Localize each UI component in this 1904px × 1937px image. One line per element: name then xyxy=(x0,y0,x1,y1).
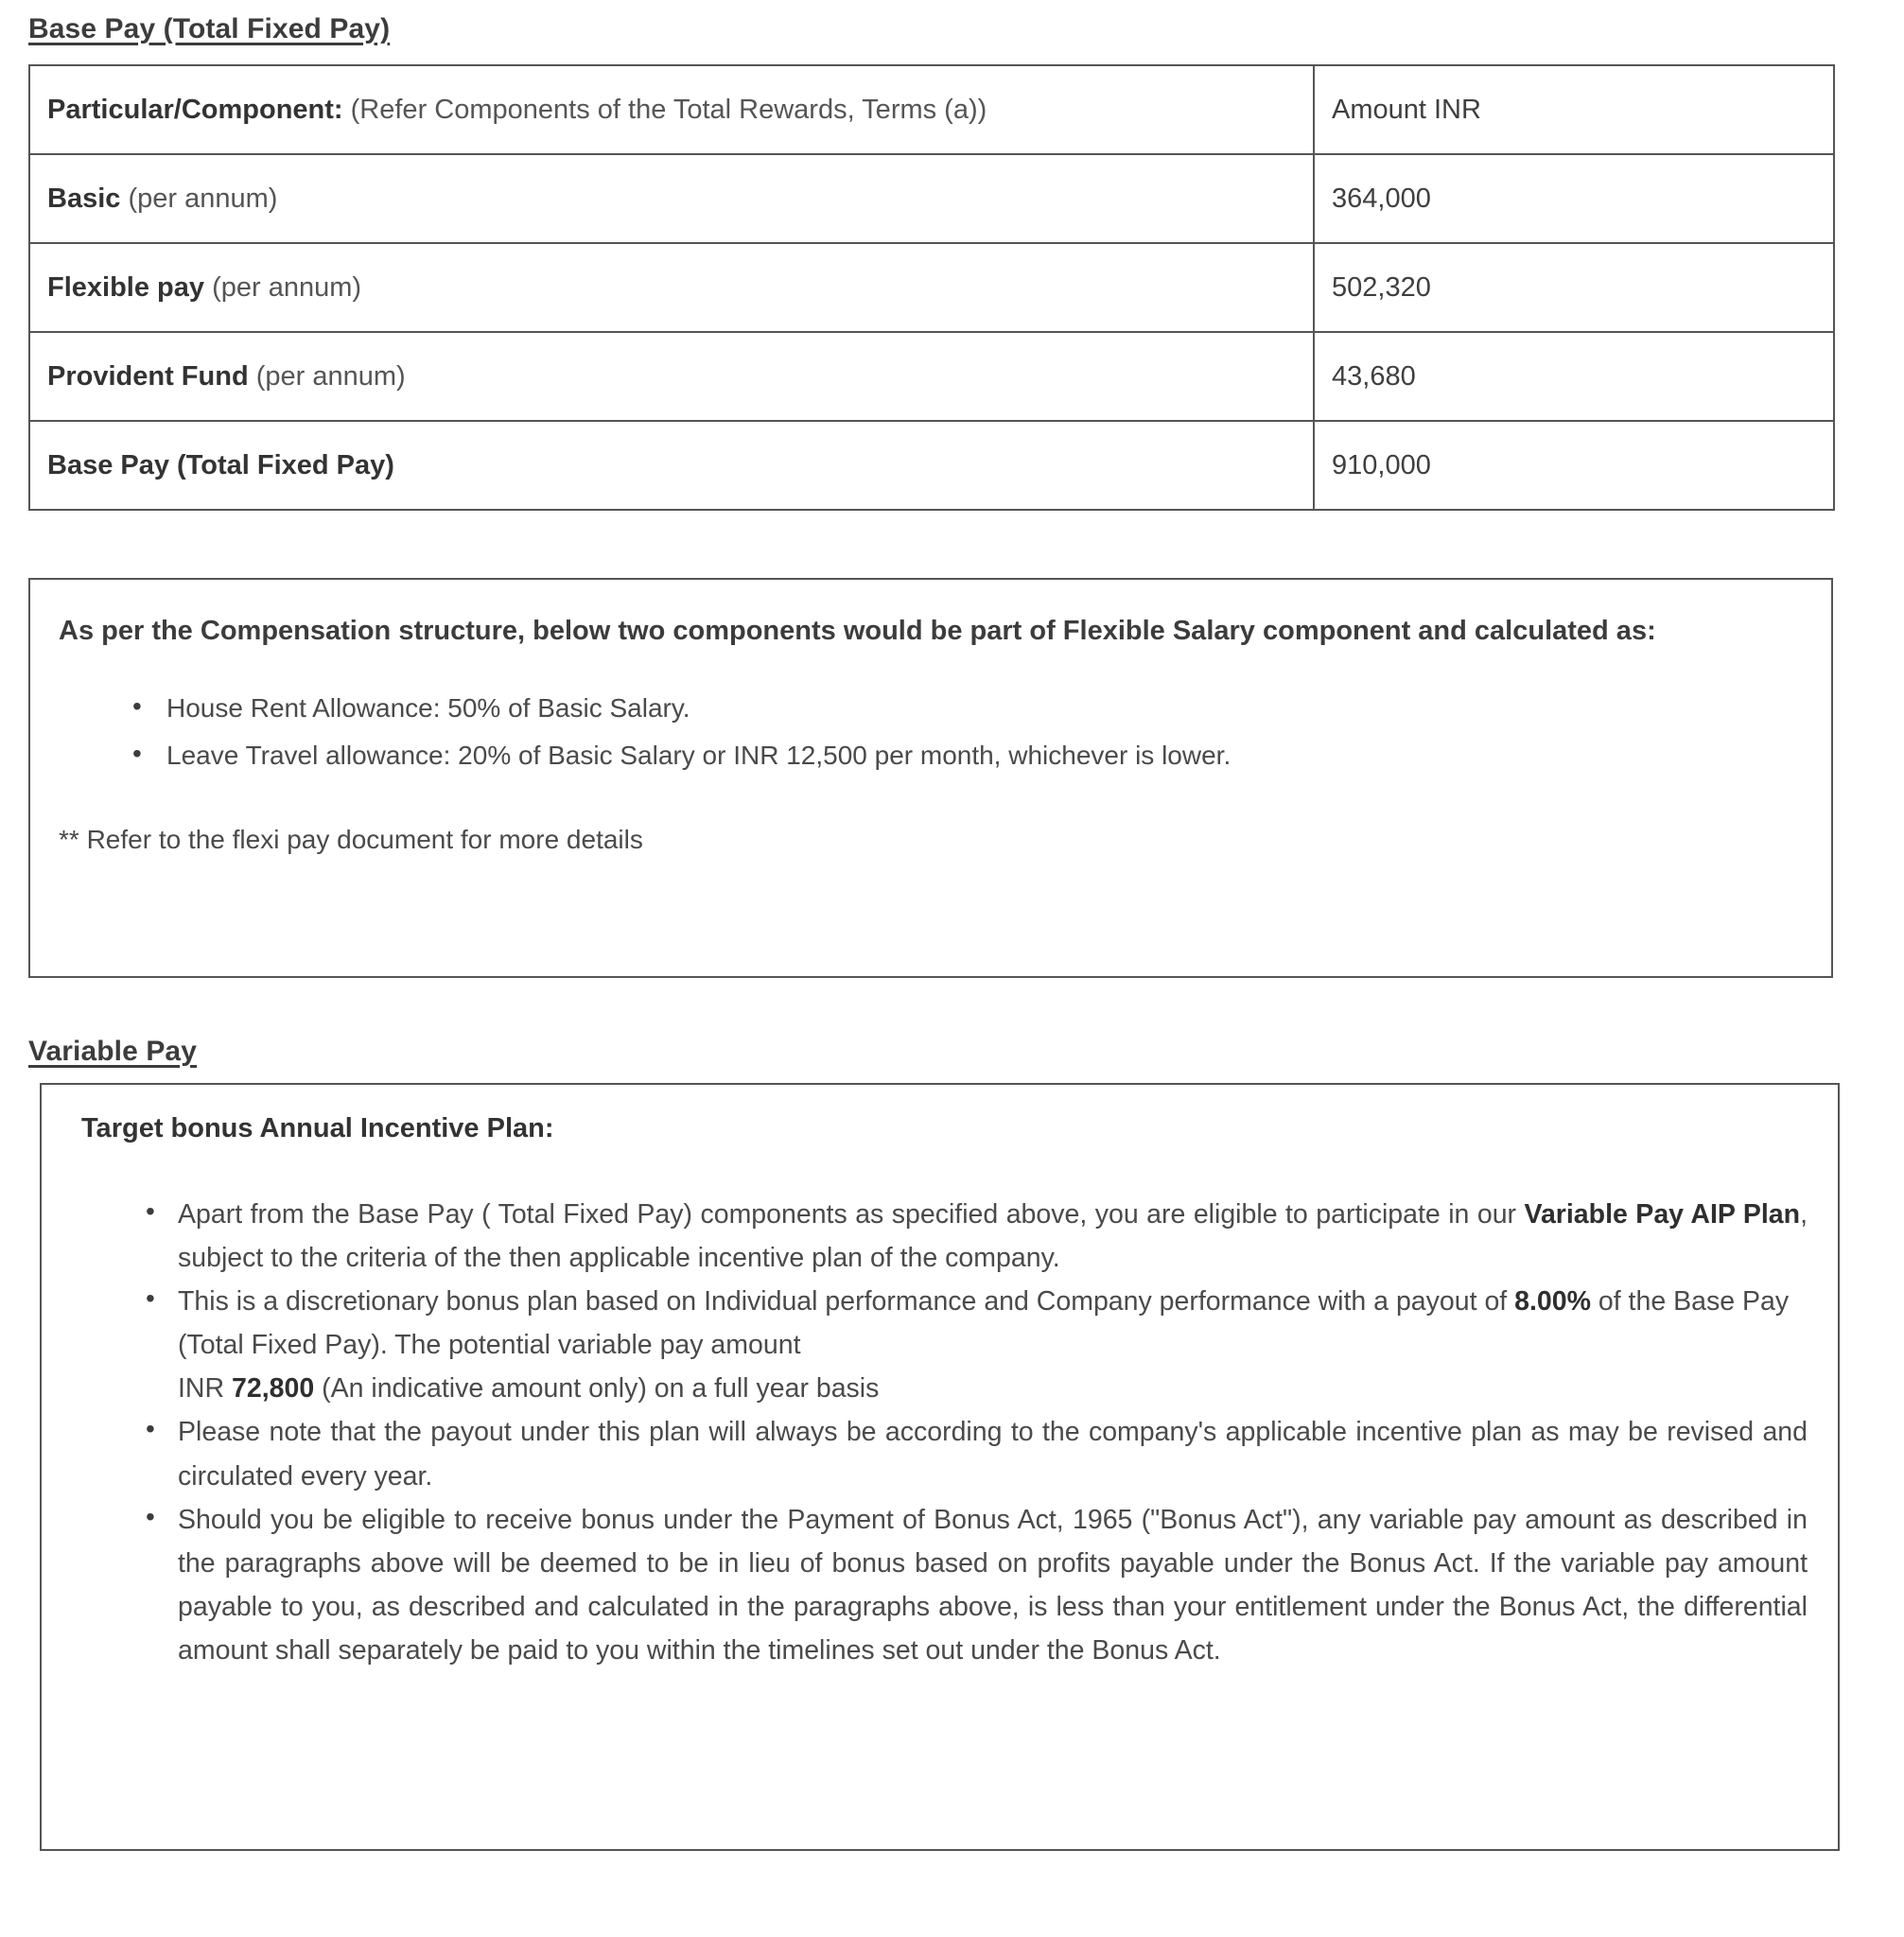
list-item: • Leave Travel allowance: 20% of Basic Salary or INR 12,500 per month, whichever is lower. xyxy=(132,735,1803,777)
row-label-provident-fund xyxy=(29,332,1314,421)
list-item: • House Rent Allowance: 50% of Basic Salary. xyxy=(132,688,1803,729)
table-row xyxy=(29,243,1834,332)
bullet2-payout-percent: 8.00% xyxy=(1514,1286,1591,1317)
table-row xyxy=(29,332,1834,421)
base-pay-section-heading: Base Pay (Total Fixed Pay) xyxy=(28,13,391,44)
row-label-light: (per annum) xyxy=(204,271,362,303)
flexible-note-lead: As per the Compensation structure, below two components would be part of Flexible Salary component and calculated as: xyxy=(59,616,1656,646)
bullet1-text-part2: , subject to the criteria of the then applicable incentive plan of the company. xyxy=(178,1198,1808,1273)
bullet2-text-part1: This is a discretionary bonus plan based on Individual performance and Company performance with a payout of xyxy=(178,1286,1515,1317)
variable-pay-title: Target bonus Annual Incentive Plan: xyxy=(81,1113,554,1143)
row-amount-base-pay-total: 910,000 xyxy=(1314,421,1834,510)
list-item xyxy=(146,1280,1808,1410)
flexible-note-footnote: ** Refer to the flexi pay document for more details xyxy=(59,824,643,854)
variable-pay-note-box xyxy=(40,1083,1840,1851)
base-pay-table-wrapper xyxy=(28,64,1833,511)
header-cell-particular xyxy=(29,65,1314,154)
flexible-salary-note-box xyxy=(28,578,1833,978)
row-amount-provident-fund: 43,680 xyxy=(1314,332,1834,421)
bullet2-inr-suffix: (An indicative amount only) on a full year basis xyxy=(314,1373,880,1405)
bullet2-text-part2: of the Base Pay (Total Fixed Pay). The potential variable pay amount xyxy=(178,1286,1790,1361)
bullet2-variable-pay-amount: 72,800 xyxy=(232,1373,315,1405)
variable-pay-section-heading: Variable Pay xyxy=(28,1036,197,1067)
flexible-note-bullets xyxy=(59,688,1803,777)
row-label-flexible-pay xyxy=(29,243,1314,332)
bullet1-plan-name: Variable Pay AIP Plan xyxy=(1524,1198,1801,1230)
list-item: • Should you be eligible to receive bonus under the Payment of Bonus Act, 1965 ("Bonus Act"), any variable pay amount as described in the paragraphs above will be deemed to be in lieu of bonus based on profits payable under the Bonus Act. If the variable pay amount payable to you, as described and calculated in the paragraphs above, is less than your entitlement under the Bonus Act, the differential amount shall separately be paid to you within the timelines set out under the Bonus Act. xyxy=(146,1498,1808,1673)
row-label-light: (per annum) xyxy=(248,360,406,392)
table-row xyxy=(29,154,1834,243)
bullet1-text-part1: Apart from the Base Pay ( Total Fixed Pay) components as specified above, you are eligible to participate in our xyxy=(178,1198,1525,1230)
bullet2-inr-prefix: INR xyxy=(178,1373,232,1405)
row-label-bold: Provident Fund xyxy=(47,360,249,392)
row-amount-basic: 364,000 xyxy=(1314,154,1834,243)
base-pay-table xyxy=(28,64,1835,511)
row-label-bold: Flexible pay xyxy=(47,271,205,303)
variable-pay-bullets xyxy=(64,1193,1808,1673)
header-cell-amount: Amount INR xyxy=(1314,65,1834,154)
table-header-row xyxy=(29,65,1834,154)
row-label-bold: Base Pay (Total Fixed Pay) xyxy=(47,449,394,480)
row-label-basic xyxy=(29,154,1314,243)
row-label-base-pay-total xyxy=(29,421,1314,510)
row-label-bold: Basic xyxy=(47,183,121,214)
table-row xyxy=(29,421,1834,510)
header-particular-bold: Particular/Component: xyxy=(47,94,343,125)
list-item: • Please note that the payout under this plan will always be according to the company's applicable incentive plan as may be revised and circulated every year. xyxy=(146,1410,1808,1497)
header-particular-light: (Refer Components of the Total Rewards, Terms (a)) xyxy=(342,94,987,125)
list-item xyxy=(146,1193,1808,1280)
row-label-light: (per annum) xyxy=(120,183,278,214)
row-amount-flexible-pay: 502,320 xyxy=(1314,243,1834,332)
